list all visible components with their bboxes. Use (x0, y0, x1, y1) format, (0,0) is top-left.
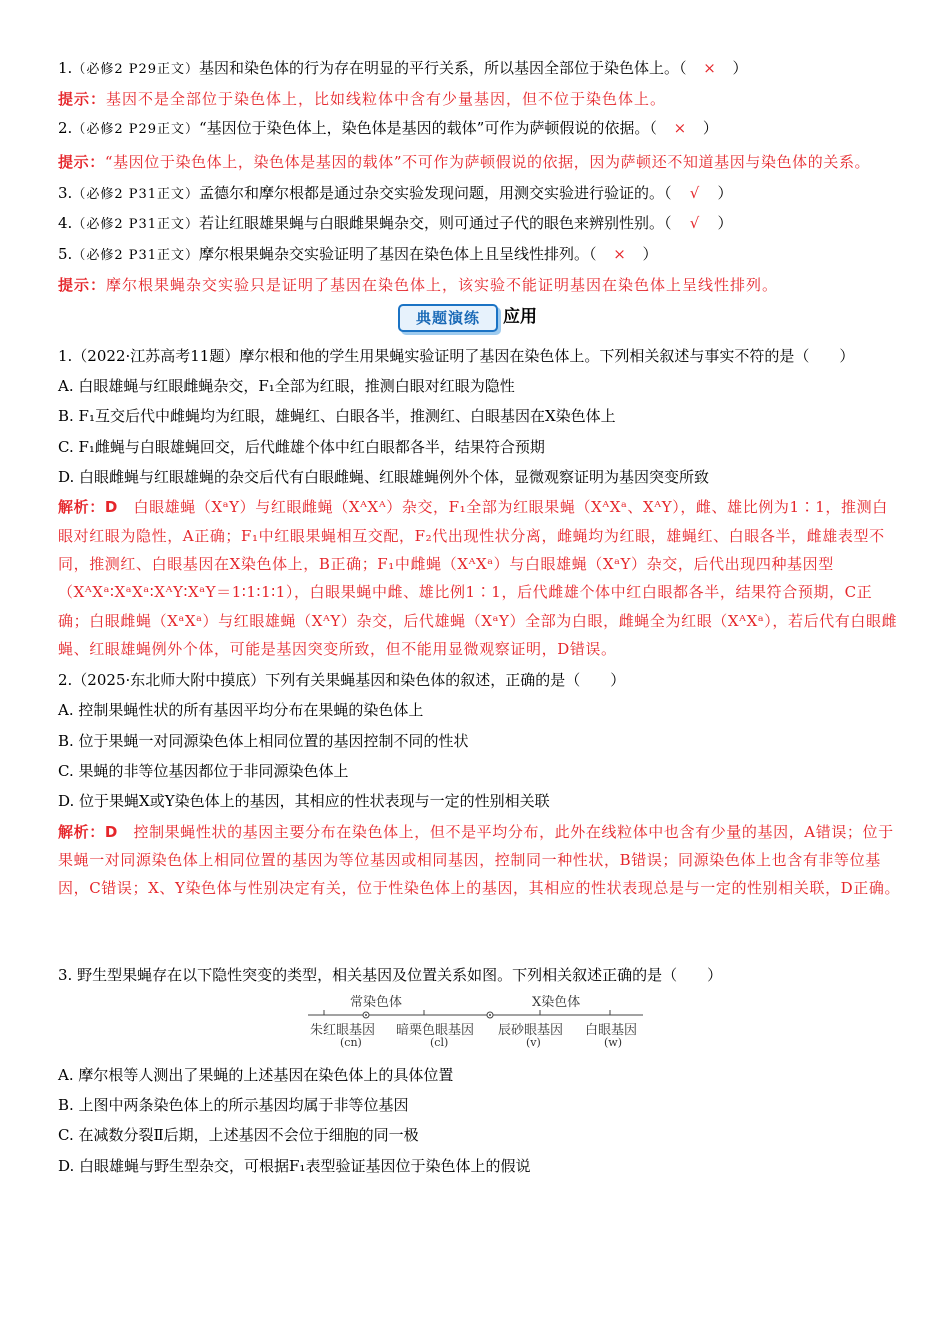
paren-right: ） (702, 118, 718, 137)
x-centromere-dot (489, 1014, 491, 1016)
question-3-option-a: A. 摩尔根等人测出了果蝇的上述基因在染色体上的具体位置 (58, 1065, 454, 1084)
item-number: 4. (58, 214, 73, 233)
answer-mark: √ (689, 214, 700, 233)
hint-5 (58, 275, 903, 295)
answer-mark: × (703, 59, 716, 77)
judgement-item-3 (58, 183, 903, 205)
item-source: （必修2 P29正文） (72, 121, 200, 137)
answer-mark: × (613, 245, 626, 264)
question-3-option-b: B. 上图中两条染色体上的所示基因均属于非等位基因 (58, 1096, 409, 1115)
gene-symbol-cn: (cn) (340, 1035, 362, 1049)
item-text: 孟德尔和摩尔根都是通过杂交实验发现问题，用测交实验进行验证的。 (199, 183, 665, 202)
paren-left: （ (589, 245, 597, 264)
paren-left: （ (664, 183, 672, 202)
hint-text: 摩尔根果蝇杂交实验只是证明了基因在染色体上，该实验不能证明基因在染色体上呈线性排列。 (106, 276, 779, 295)
question-3-option-d: D. 白眼雄蝇与野生型杂交，可根据F₁表型验证基因位于染色体上的假说 (58, 1156, 531, 1175)
question-3-option-c: C. 在减数分裂Ⅱ后期，上述基因不会位于细胞的同一极 (58, 1126, 419, 1145)
item-text: 基因和染色体的行为存在明显的平行关系，所以基因全部位于染色体上。 (199, 59, 680, 77)
autosome-label: 常染色体 (350, 994, 403, 1010)
question-2-analysis (58, 818, 903, 903)
hint-1 (58, 89, 903, 109)
hint-label: 提示： (58, 89, 107, 108)
autosome-centromere-dot (365, 1014, 367, 1016)
paren-right: ） (642, 245, 658, 264)
question-3-stem: 3. 野生型果蝇存在以下隐性突变的类型，相关基因及位置关系如图。下列相关叙述正确的是（ ） (58, 965, 723, 984)
paren-right: ） (732, 59, 748, 77)
hint-label: 提示： (58, 153, 105, 172)
analysis-text: 白眼雄蝇（XᵃY）与红眼雌蝇（XᴬXᴬ）杂交，F₁全部为红眼果蝇（XᴬXᵃ、XᴬY），雌、雄比例为1∶1，推测白眼对红眼为隐性，A正确；F₁中红眼果蝇相互交配，F₂代出现性状分离，雌蝇均为红眼，雄蝇红、白眼各半，雌雄表型不同，推测红、白眼基因在X染色体上，B正确；F₁中雌蝇（XᴬXᵃ）与白眼雄蝇（XᵃY）杂交，后代出现四种基因型（XᴬXᵃ∶XᵃXᵃ∶XᴬY∶XᵃY＝1∶1∶1∶1），白眼果蝇中雌、雄比例1∶1，后代雌雄个体中红白眼都各半，结果符合预期，C正确；白眼雌蝇（XᵃXᵃ）与红眼雄蝇（XᴬY）杂交，后代雄蝇（XᵃY）全部为白眼，雌蝇全为红眼（XᴬXᵃ），若后代有白眼雌蝇、红眼雄蝇例外个体，可能是基因突变所致，但不能用显微观察证明，D错误。 (58, 498, 898, 658)
gene-label-cn: 朱红眼基因 (310, 1022, 376, 1038)
question-1-option-a: A. 白眼雄蝇与红眼雌蝇杂交，F₁全部为红眼，推测白眼对红眼为隐性 (58, 377, 515, 396)
analysis-text: 控制果蝇性状的基因主要分布在染色体上，但不是平均分布，此外在线粒体中也含有少量的基因，A错误；位于果蝇一对同源染色体上相同位置的基因为等位基因或相同基因，控制同一种性状，B错误；同源染色体上也含有非等位基因，C错误；X、Y染色体与性别决定有关，位于性染色体上的基因，其相应的性状表现总是与一定的性别相关联，D正确。 (58, 822, 901, 898)
question-1-option-c: C. F₁雌蝇与白眼雄蝇回交，后代雌雄个体中红白眼都各半，结果符合预期 (58, 437, 545, 456)
item-number: 3. (58, 183, 73, 202)
gene-symbol-cl: (cl) (430, 1035, 449, 1049)
answer-key: D (104, 498, 118, 517)
gene-label-v: 辰砂眼基因 (498, 1022, 564, 1038)
judgement-item-1 (58, 58, 903, 80)
item-number: 2. (58, 118, 73, 137)
answer-mark: √ (689, 183, 700, 202)
question-2-stem: 2.（2025·东北师大附中摸底）下列有关果蝇基因和染色体的叙述，正确的是（ ） (58, 671, 626, 690)
item-number: 1. (58, 59, 73, 77)
question-1-option-d: D. 白眼雌蝇与红眼雄蝇的杂交后代有白眼雌蝇、红眼雄蝇例外个体，显微观察证明为基因突变所致 (58, 468, 710, 487)
item-number: 5. (58, 245, 73, 264)
section-banner-box: 典题演练 (398, 304, 498, 332)
hint-text: “基因位于染色体上，染色体是基因的载体”不可作为萨顿假说的依据，因为萨顿还不知道基因与染色体的关系。 (104, 153, 871, 172)
answer-key: D (104, 822, 118, 841)
chromosome-diagram (58, 993, 903, 1053)
question-1-analysis (58, 493, 903, 663)
hint-2 (58, 148, 903, 176)
paren-left: （ (649, 118, 657, 137)
answer-mark: × (673, 118, 687, 137)
chromosome-lines (58, 993, 903, 1053)
item-text: 摩尔根果蝇杂交实验证明了基因在染色体上且呈线性排列。 (199, 245, 590, 264)
analysis-label: 解析： (58, 822, 105, 841)
gene-label-w: 白眼基因 (585, 1022, 638, 1038)
item-source: （必修2 P31正文） (72, 186, 200, 202)
item-text: 若让红眼雄果蝇与白眼雌果蝇杂交，则可通过子代的眼色来辨别性别。 (199, 214, 665, 233)
item-text: “基因位于染色体上，染色体是基因的载体”可作为萨顿假说的依据。 (199, 118, 650, 137)
question-1-option-b: B. F₁互交后代中雌蝇均为红眼，雄蝇红、白眼各半，推测红、白眼基因在X染色体上 (58, 407, 616, 426)
question-2-option-a: A. 控制果蝇性状的所有基因平均分布在果蝇的染色体上 (58, 701, 424, 720)
x-chromosome-label: X染色体 (532, 994, 581, 1010)
question-1-stem: 1.（2022·江苏高考11题）摩尔根和他的学生用果蝇实验证明了基因在染色体上。下列相关叙述与事实不符的是（ ） (58, 346, 855, 365)
hint-label: 提示： (58, 276, 107, 295)
section-banner-subtitle: 应用 (503, 306, 537, 327)
question-2-option-c: C. 果蝇的非等位基因都位于非同源染色体上 (58, 762, 349, 781)
document-page (58, 58, 903, 1182)
item-source: （必修2 P31正文） (72, 248, 200, 264)
paren-right: ） (717, 214, 733, 233)
gene-symbol-w: (w) (604, 1035, 622, 1049)
paren-right: ） (717, 183, 733, 202)
judgement-item-5 (58, 244, 903, 266)
item-source: （必修2 P29正文） (72, 62, 200, 77)
analysis-label: 解析： (58, 498, 105, 517)
section-banner (58, 304, 903, 330)
item-source: （必修2 P31正文） (72, 217, 200, 233)
question-2-option-d: D. 位于果蝇X或Y染色体上的基因，其相应的性状表现与一定的性别相关联 (58, 792, 550, 811)
gene-symbol-v: (v) (526, 1035, 541, 1049)
paren-left: （ (679, 59, 687, 77)
gene-label-cl: 暗栗色眼基因 (396, 1022, 475, 1038)
question-2-option-b: B. 位于果蝇一对同源染色体上相同位置的基因控制不同的性状 (58, 731, 469, 750)
judgement-item-2 (58, 118, 903, 140)
judgement-item-4 (58, 213, 903, 235)
paren-left: （ (664, 214, 672, 233)
hint-text: 基因不是全部位于染色体上，比如线粒体中含有少量基因，但不位于染色体上。 (106, 89, 667, 108)
